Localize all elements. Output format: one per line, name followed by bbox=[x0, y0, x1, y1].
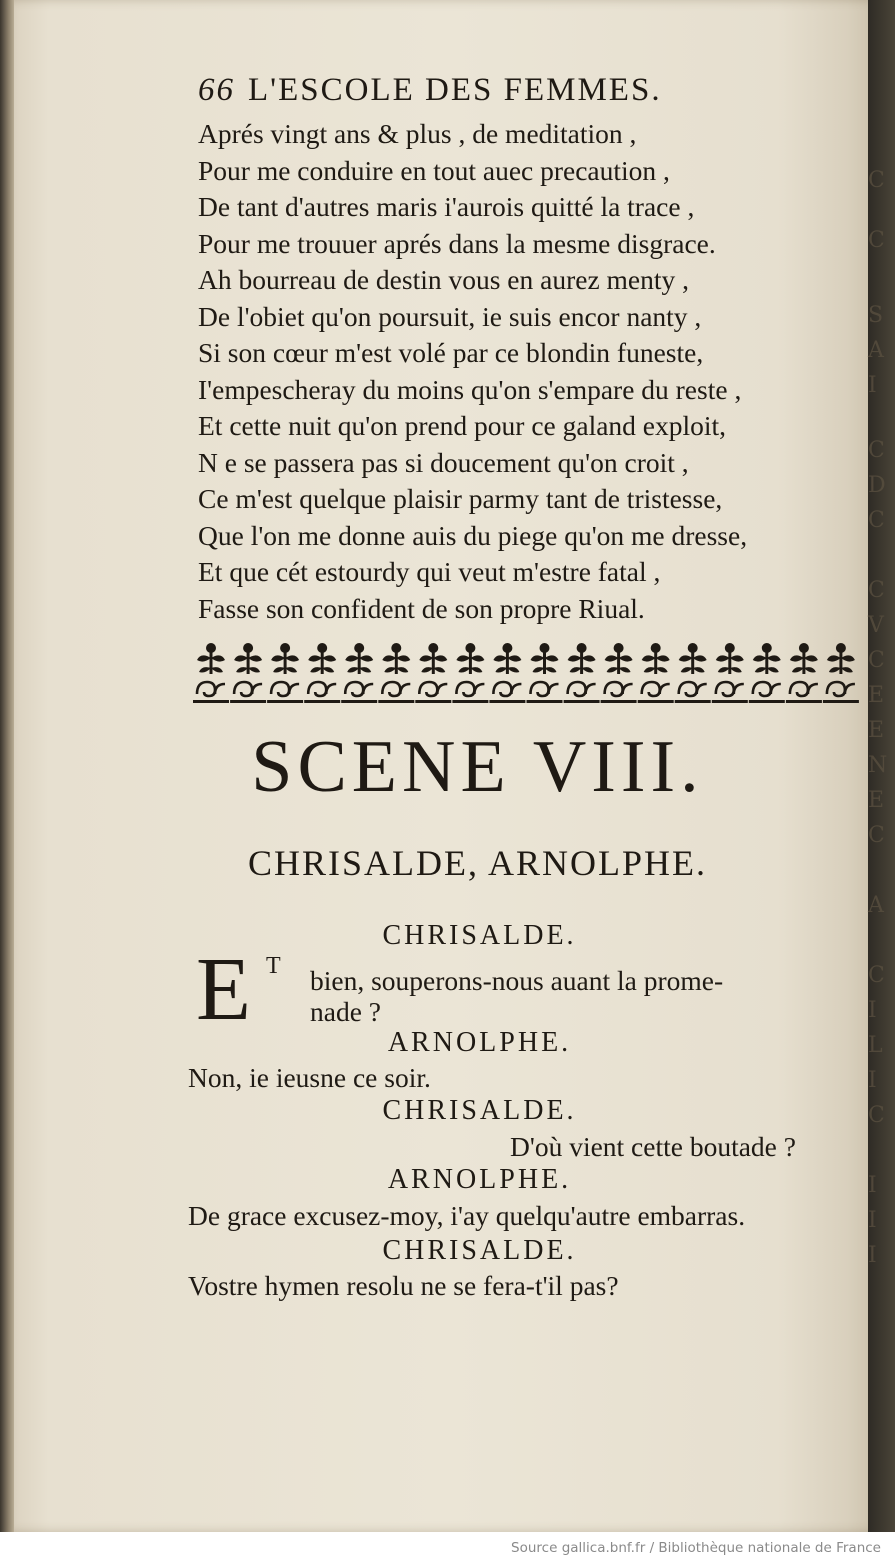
fleuron-ornament bbox=[823, 643, 859, 703]
next-page-bleed-through: C C S A I C D C C V C E E N E C A C I L I C I I I bbox=[868, 168, 888, 1268]
fleuron-ornament bbox=[601, 643, 637, 703]
verse-line: Ce m'est quelque plaisir parmy tant de tristesse, bbox=[198, 483, 723, 514]
speaker-name: CHRISALDE. bbox=[382, 1235, 577, 1266]
footer-bar bbox=[0, 1532, 895, 1565]
fleuron-ornament bbox=[489, 643, 525, 703]
verse-line: Fasse son confident de son propre Riual. bbox=[198, 592, 645, 624]
fleuron-ornament bbox=[527, 643, 563, 703]
fleuron-ornament bbox=[378, 643, 414, 703]
fleuron-ornament bbox=[415, 643, 451, 703]
fleuron-ornament bbox=[749, 643, 785, 703]
verse-line: N e se passera pas si doucement qu'on croit , bbox=[198, 446, 689, 478]
verse-line: Si son cœur m'est volé par ce blondin funeste, bbox=[198, 337, 704, 368]
verse-line: Et cette nuit qu'on prend pour ce galand exploit, bbox=[198, 410, 727, 441]
verse-line: De l'obiet qu'on poursuit, ie suis encor nanty , bbox=[198, 300, 702, 332]
verse-line: De tant d'autres maris i'aurois quitté la trace , bbox=[198, 191, 695, 222]
verse-line: Que l'on me donne auis du piege qu'on me dresse, bbox=[198, 519, 748, 551]
drop-cap-small-letter: T bbox=[266, 953, 283, 979]
fleuron-ornament bbox=[341, 643, 377, 703]
dialogue-line: bien, souperons-nous auant la prome- bbox=[310, 965, 724, 996]
speaker-name: ARNOLPHE. bbox=[387, 1027, 572, 1058]
fleuron-ornament bbox=[638, 643, 674, 703]
dialogue-line: De grace excusez-moy, i'ay quelqu'autre embarras. bbox=[188, 1200, 746, 1231]
dialogue-line: D'où vient cette boutade ? bbox=[510, 1131, 796, 1162]
drop-cap: E bbox=[196, 940, 251, 1039]
scene-characters: CHRISALDE, ARNOLPHE. bbox=[247, 843, 708, 883]
printers-ornament-band bbox=[193, 640, 860, 706]
fleuron-ornament bbox=[267, 643, 303, 703]
running-title: L'ESCOLE DES FEMMES. bbox=[248, 72, 662, 108]
scene-title: SCENE VIII. bbox=[251, 726, 704, 808]
verse-line: Pour me conduire en tout auec precaution , bbox=[198, 154, 670, 186]
fleuron-ornament bbox=[564, 643, 600, 703]
running-header bbox=[198, 72, 838, 116]
verse-block bbox=[198, 116, 858, 627]
fleuron-ornament bbox=[786, 643, 822, 703]
dialogue-line: Vostre hymen resolu ne se fera-t'il pas? bbox=[188, 1270, 619, 1301]
verse-line: Ah bourreau de destin vous en aurez menty , bbox=[198, 264, 690, 295]
speaker-name: CHRISALDE. bbox=[382, 1095, 577, 1126]
dialogue-line: nade ? bbox=[310, 996, 381, 1027]
verse-line: Pour me trouuer aprés dans la mesme disgrace. bbox=[198, 227, 716, 259]
source-credit: Source gallica.bnf.fr / Bibliothèque nationale de France bbox=[511, 1540, 881, 1556]
verse-line: Aprés vingt ans & plus , de meditation , bbox=[198, 118, 637, 149]
verse-line: I'empescheray du moins qu'on s'empare du reste , bbox=[198, 373, 742, 405]
speaker-name: CHRISALDE. bbox=[382, 920, 577, 951]
dialogue-line: Non, ie ieusne ce soir. bbox=[188, 1062, 431, 1093]
fleuron-ornament bbox=[452, 643, 488, 703]
fleuron-ornament bbox=[304, 643, 340, 703]
fleuron-ornament bbox=[675, 643, 711, 703]
page-number: 66 bbox=[198, 72, 235, 108]
fleuron-ornament bbox=[193, 643, 229, 703]
speaker-name: ARNOLPHE. bbox=[387, 1164, 572, 1195]
verse-line: Et que cét estourdy qui veut m'estre fatal , bbox=[198, 556, 661, 587]
fleuron-ornament bbox=[712, 643, 748, 703]
fleuron-ornament bbox=[230, 643, 266, 703]
